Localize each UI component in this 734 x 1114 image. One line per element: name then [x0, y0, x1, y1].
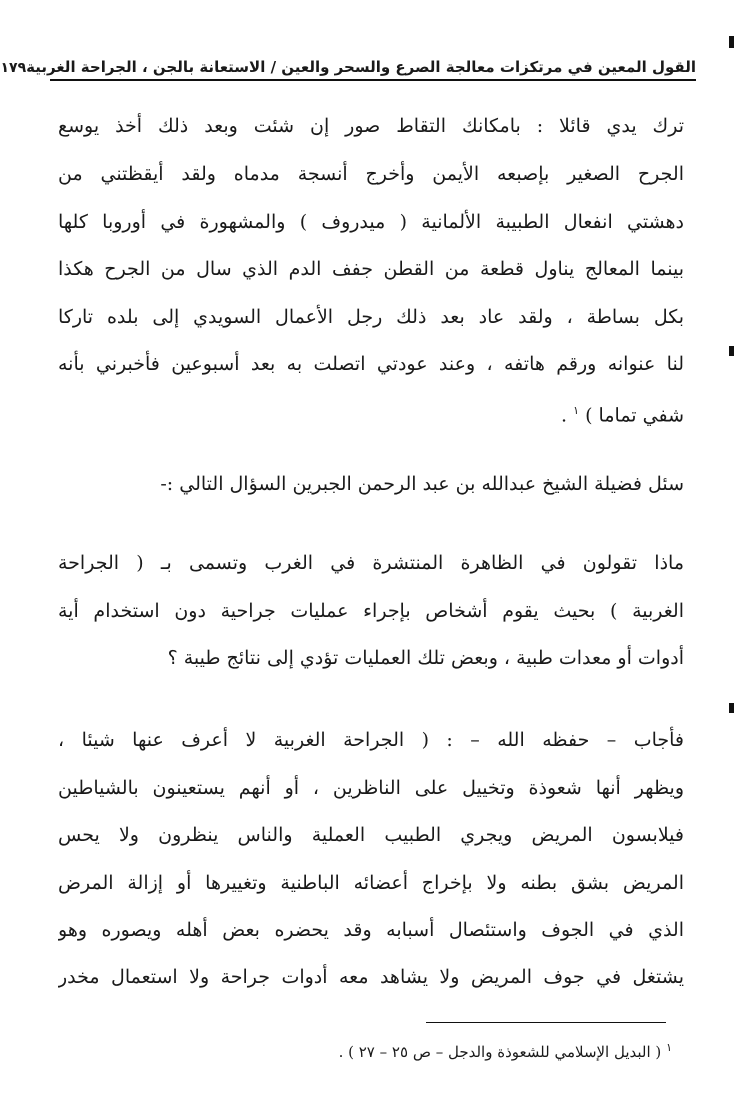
answer-line: المريض بشق بطنه ولا بإخراج أعضائه الباطنية وتغييرها أو إزالة المرض [58, 872, 684, 894]
question-intro: سئل فضيلة الشيخ عبدالله بن عبد الرحمن الجبرين السؤال التالي :- [160, 473, 684, 495]
question-line: ماذا تقولون في الظاهرة المنتشرة في الغرب وتسمى بـ ( الجراحة [58, 552, 684, 574]
footnote-separator [426, 1022, 666, 1023]
binding-mark [729, 36, 734, 48]
paragraph-last-line [58, 393, 684, 429]
binding-mark [729, 703, 734, 713]
footnote-reference: ١ [573, 404, 580, 417]
question-line: أدوات أو معدات طبية ، وبعض تلك العمليات تؤدي إلى نتائج طيبة ؟ [167, 647, 684, 669]
paragraph-end-mark: . [561, 404, 568, 427]
answer-line: ويظهر أنها شعوذة وتخييل على الناظرين ، أو أنهم يستعينون بالشياطين [58, 777, 684, 799]
footnote-text: ( البديل الإسلامي للشعوذة والدجل – ص ٢٥ – ٢٧ ) . [338, 1043, 662, 1061]
binding-mark [729, 346, 734, 356]
paragraph-line: ترك يدي قائلا : بامكانك التقاط صور إن شئت وبعد ذلك أخذ يوسع [58, 115, 684, 137]
paragraph-last-text: شفي تماما ) [585, 404, 684, 427]
paragraph-line: بينما المعالج يناول قطعة من القطن جفف الدم الذي سال من الجرح هكذا [58, 258, 684, 280]
answer-line: فيلابسون المريض ويجري الطبيب العملية والناس ينظرون ولا يحس [58, 824, 684, 846]
answer-line: فأجاب – حفظه الله – : ( الجراحة الغربية لا أعرف عنها شيئا ، [58, 729, 684, 751]
running-header [0, 42, 696, 81]
paragraph-line: لنا عنوانه ورقم هاتفه ، وعند عودتي اتصلت به بعد أسبوعين فأخبرني بأنه [58, 353, 684, 375]
question-line: الغربية ) بحيث يقوم أشخاص بإجراء عمليات جراحية دون استخدام أية [58, 600, 684, 622]
answer-line: يشتغل في جوف المريض ولا يشاهد معه أدوات جراحة ولا استعمال مخدر [58, 966, 684, 988]
footnote-number: ١ [666, 1041, 672, 1054]
answer-line: الذي في الجوف واستئصال أسبابه وقد يحضره بعض أهله ويصوره وهو [58, 919, 684, 941]
paragraph-line: بكل بساطة ، ولقد عاد بعد ذلك رجل الأعمال السويدي إلى بلده تاركا [58, 306, 684, 328]
page-number: ١٧٩ [0, 60, 27, 76]
footnote [200, 1034, 672, 1062]
paragraph-line: الجرح الصغير بإصبعه الأيمن وأخرج أنسجة مدماه ولقد أيقظتني من [58, 163, 684, 185]
header-title: القول المعين في مرتكزات معالجة الصرع والسحر والعين / الاستعانة بالجن ، الجراحة الغربية [26, 58, 696, 76]
paragraph-line: دهشتي انفعال الطبيبة الألمانية ( ميدروف ) والمشهورة في أوروبا كلها [58, 211, 684, 233]
